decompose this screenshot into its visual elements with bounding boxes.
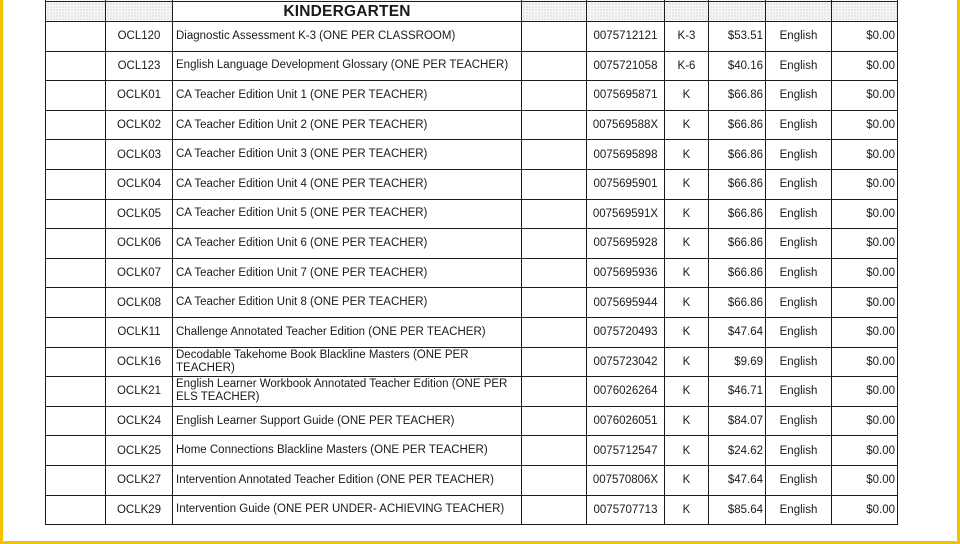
needed-cell[interactable] xyxy=(522,317,587,347)
inventory-cell[interactable] xyxy=(46,81,106,111)
needed-cell[interactable] xyxy=(522,199,587,229)
stock-number: OCLK27 xyxy=(106,465,173,495)
table-row xyxy=(46,288,898,318)
inventory-cell[interactable] xyxy=(46,22,106,52)
extension-amount: $0.00 xyxy=(832,495,898,525)
extension-amount: $0.00 xyxy=(832,229,898,259)
needed-cell[interactable] xyxy=(522,406,587,436)
needed-cell[interactable] xyxy=(522,495,587,525)
isbn: 0075695944 xyxy=(587,288,665,318)
unit-price: $66.86 xyxy=(709,169,766,199)
unit-price: $66.86 xyxy=(709,288,766,318)
table-row xyxy=(46,110,898,140)
section-cell-level xyxy=(665,2,709,22)
inventory-cell[interactable] xyxy=(46,406,106,436)
inventory-cell[interactable] xyxy=(46,169,106,199)
item-description: CA Teacher Edition Unit 8 (ONE PER TEACHER) xyxy=(173,288,522,318)
grade-level: K xyxy=(665,495,709,525)
section-cell-price xyxy=(709,2,766,22)
extension-amount: $0.00 xyxy=(832,110,898,140)
language: English xyxy=(766,81,832,111)
needed-cell[interactable] xyxy=(522,51,587,81)
item-description: CA Teacher Edition Unit 6 (ONE PER TEACHER) xyxy=(173,229,522,259)
item-description: Home Connections Blackline Masters (ONE PER TEACHER) xyxy=(173,436,522,466)
language: English xyxy=(766,110,832,140)
table-row xyxy=(46,81,898,111)
extension-amount: $0.00 xyxy=(832,81,898,111)
stock-number: OCLK04 xyxy=(106,169,173,199)
table-row xyxy=(46,22,898,52)
unit-price: $66.86 xyxy=(709,140,766,170)
unit-price: $84.07 xyxy=(709,406,766,436)
table-row xyxy=(46,199,898,229)
grade-level: K xyxy=(665,288,709,318)
unit-price: $66.86 xyxy=(709,110,766,140)
section-row xyxy=(46,2,898,22)
stock-number: OCLK08 xyxy=(106,288,173,318)
table-row xyxy=(46,317,898,347)
item-description: English Language Development Glossary (ONE PER TEACHER) xyxy=(173,51,522,81)
grade-level: K xyxy=(665,199,709,229)
item-description: Intervention Guide (ONE PER UNDER- ACHIEVING TEACHER) xyxy=(173,495,522,525)
table-row xyxy=(46,377,898,407)
order-form-table xyxy=(45,0,898,525)
table-row xyxy=(46,465,898,495)
inventory-cell[interactable] xyxy=(46,110,106,140)
needed-cell[interactable] xyxy=(522,169,587,199)
grade-level: K xyxy=(665,436,709,466)
inventory-cell[interactable] xyxy=(46,377,106,407)
isbn: 0075695871 xyxy=(587,81,665,111)
stock-number: OCLK07 xyxy=(106,258,173,288)
extension-amount: $0.00 xyxy=(832,140,898,170)
language: English xyxy=(766,199,832,229)
unit-price: $24.62 xyxy=(709,436,766,466)
extension-amount: $0.00 xyxy=(832,465,898,495)
table-row xyxy=(46,169,898,199)
extension-amount: $0.00 xyxy=(832,22,898,52)
grade-level: K xyxy=(665,81,709,111)
language: English xyxy=(766,317,832,347)
item-description: CA Teacher Edition Unit 7 (ONE PER TEACHER) xyxy=(173,258,522,288)
language: English xyxy=(766,347,832,377)
extension-amount: $0.00 xyxy=(832,258,898,288)
grade-level: K xyxy=(665,347,709,377)
isbn: 0075695936 xyxy=(587,258,665,288)
needed-cell[interactable] xyxy=(522,22,587,52)
language: English xyxy=(766,436,832,466)
needed-cell[interactable] xyxy=(522,81,587,111)
language: English xyxy=(766,22,832,52)
item-description: Intervention Annotated Teacher Edition (ONE PER TEACHER) xyxy=(173,465,522,495)
item-description: Challenge Annotated Teacher Edition (ONE PER TEACHER) xyxy=(173,317,522,347)
inventory-cell[interactable] xyxy=(46,51,106,81)
stock-number: OCLK21 xyxy=(106,377,173,407)
section-title: KINDERGARTEN xyxy=(173,2,522,22)
language: English xyxy=(766,169,832,199)
item-description: Diagnostic Assessment K-3 (ONE PER CLASSROOM) xyxy=(173,22,522,52)
inventory-cell[interactable] xyxy=(46,317,106,347)
inventory-cell[interactable] xyxy=(46,288,106,318)
unit-price: $46.71 xyxy=(709,377,766,407)
grade-level: K xyxy=(665,169,709,199)
table-row xyxy=(46,406,898,436)
inventory-cell[interactable] xyxy=(46,495,106,525)
language: English xyxy=(766,406,832,436)
extension-amount: $0.00 xyxy=(832,436,898,466)
needed-cell[interactable] xyxy=(522,229,587,259)
grade-level: K xyxy=(665,140,709,170)
extension-amount: $0.00 xyxy=(832,51,898,81)
item-description: English Learner Workbook Annotated Teacher Edition (ONE PER ELS TEACHER) xyxy=(173,377,522,407)
inventory-cell[interactable] xyxy=(46,140,106,170)
stock-number: OCLK29 xyxy=(106,495,173,525)
stock-number: OCL120 xyxy=(106,22,173,52)
table-row xyxy=(46,436,898,466)
item-description: CA Teacher Edition Unit 3 (ONE PER TEACHER) xyxy=(173,140,522,170)
extension-amount: $0.00 xyxy=(832,169,898,199)
isbn: 007569588X xyxy=(587,110,665,140)
item-description: CA Teacher Edition Unit 2 (ONE PER TEACHER) xyxy=(173,110,522,140)
grade-level: K xyxy=(665,110,709,140)
inventory-cell[interactable] xyxy=(46,347,106,377)
inventory-cell[interactable] xyxy=(46,258,106,288)
inventory-cell[interactable] xyxy=(46,229,106,259)
unit-price: $9.69 xyxy=(709,347,766,377)
stock-number: OCLK06 xyxy=(106,229,173,259)
isbn: 0075695898 xyxy=(587,140,665,170)
inventory-cell[interactable] xyxy=(46,436,106,466)
unit-price: $66.86 xyxy=(709,258,766,288)
extension-amount: $0.00 xyxy=(832,377,898,407)
inventory-cell[interactable] xyxy=(46,465,106,495)
isbn: 0075721058 xyxy=(587,51,665,81)
stock-number: OCLK24 xyxy=(106,406,173,436)
unit-price: $47.64 xyxy=(709,465,766,495)
needed-cell[interactable] xyxy=(522,288,587,318)
section-cell-language xyxy=(766,2,832,22)
table-row xyxy=(46,51,898,81)
table-row xyxy=(46,258,898,288)
inventory-cell[interactable] xyxy=(46,199,106,229)
section-cell-inventory xyxy=(46,2,106,22)
language: English xyxy=(766,140,832,170)
section-cell-needed xyxy=(522,2,587,22)
item-description: Decodable Takehome Book Blackline Masters (ONE PER TEACHER) xyxy=(173,347,522,377)
isbn: 0075695928 xyxy=(587,229,665,259)
language: English xyxy=(766,377,832,407)
extension-amount: $0.00 xyxy=(832,317,898,347)
unit-price: $40.16 xyxy=(709,51,766,81)
language: English xyxy=(766,465,832,495)
stock-number: OCLK01 xyxy=(106,81,173,111)
isbn: 007569591X xyxy=(587,199,665,229)
needed-cell[interactable] xyxy=(522,258,587,288)
section-cell-stock xyxy=(106,2,173,22)
extension-amount: $0.00 xyxy=(832,288,898,318)
isbn: 0076026264 xyxy=(587,377,665,407)
table-row xyxy=(46,347,898,377)
item-description: CA Teacher Edition Unit 1 (ONE PER TEACHER) xyxy=(173,81,522,111)
grade-level: K xyxy=(665,377,709,407)
isbn: 0075723042 xyxy=(587,347,665,377)
table-row xyxy=(46,229,898,259)
grade-level: K-6 xyxy=(665,51,709,81)
item-description: CA Teacher Edition Unit 4 (ONE PER TEACHER) xyxy=(173,169,522,199)
isbn: 0075720493 xyxy=(587,317,665,347)
isbn: 0075712547 xyxy=(587,436,665,466)
grade-level: K xyxy=(665,258,709,288)
stock-number: OCLK11 xyxy=(106,317,173,347)
grade-level: K xyxy=(665,465,709,495)
grade-level: K-3 xyxy=(665,22,709,52)
stock-number: OCLK05 xyxy=(106,199,173,229)
isbn: 0075712121 xyxy=(587,22,665,52)
unit-price: $47.64 xyxy=(709,317,766,347)
section-cell-extension xyxy=(832,2,898,22)
section-cell-isbn xyxy=(587,2,665,22)
unit-price: $53.51 xyxy=(709,22,766,52)
unit-price: $66.86 xyxy=(709,199,766,229)
extension-amount: $0.00 xyxy=(832,406,898,436)
unit-price: $85.64 xyxy=(709,495,766,525)
needed-cell[interactable] xyxy=(522,377,587,407)
extension-amount: $0.00 xyxy=(832,199,898,229)
stock-number: OCLK02 xyxy=(106,110,173,140)
stock-number: OCLK03 xyxy=(106,140,173,170)
item-description: English Learner Support Guide (ONE PER TEACHER) xyxy=(173,406,522,436)
needed-cell[interactable] xyxy=(522,140,587,170)
needed-cell[interactable] xyxy=(522,465,587,495)
isbn: 0076026051 xyxy=(587,406,665,436)
isbn: 0075695901 xyxy=(587,169,665,199)
item-description: CA Teacher Edition Unit 5 (ONE PER TEACHER) xyxy=(173,199,522,229)
grade-level: K xyxy=(665,317,709,347)
language: English xyxy=(766,495,832,525)
language: English xyxy=(766,51,832,81)
isbn: 007570806X xyxy=(587,465,665,495)
language: English xyxy=(766,258,832,288)
stock-number: OCLK16 xyxy=(106,347,173,377)
unit-price: $66.86 xyxy=(709,229,766,259)
grade-level: K xyxy=(665,229,709,259)
unit-price: $66.86 xyxy=(709,81,766,111)
grade-level: K xyxy=(665,406,709,436)
table-row xyxy=(46,140,898,170)
stock-number: OCLK25 xyxy=(106,436,173,466)
table-row xyxy=(46,495,898,525)
needed-cell[interactable] xyxy=(522,110,587,140)
extension-amount: $0.00 xyxy=(832,347,898,377)
stock-number: OCL123 xyxy=(106,51,173,81)
needed-cell[interactable] xyxy=(522,436,587,466)
language: English xyxy=(766,288,832,318)
language: English xyxy=(766,229,832,259)
needed-cell[interactable] xyxy=(522,347,587,377)
isbn: 0075707713 xyxy=(587,495,665,525)
